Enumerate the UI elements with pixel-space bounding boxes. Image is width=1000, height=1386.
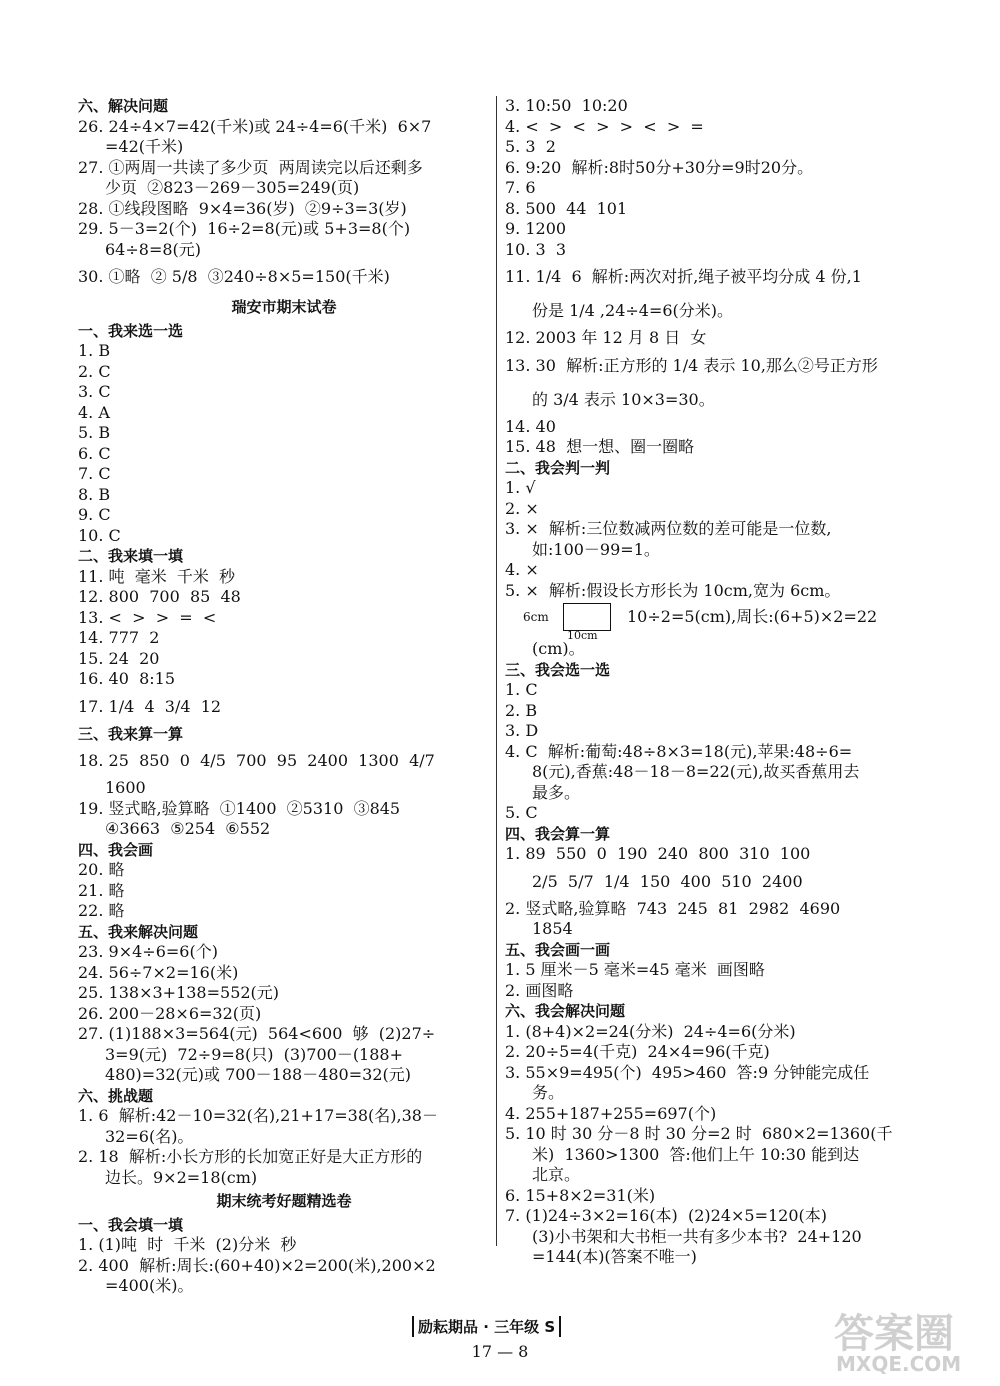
answer-line: 29. 5－3=2(个) 16÷2=8(元)或 5+3=8(个) (78, 219, 411, 238)
answer-line: 3. D (505, 721, 539, 740)
answer-line: 的 3/4 表示 10×3=30。 (532, 389, 715, 409)
answer-line: 1. (1)吨 时 千米 (2)分米 秒 (78, 1235, 297, 1254)
section-heading: 三、我会选一选 (505, 660, 611, 679)
answer-line: 20. 略 (78, 860, 125, 879)
answer-line: 3. × 解析:三位数减两位数的差可能是一位数, (505, 519, 832, 538)
section-heading: 五、我来解决问题 (78, 922, 199, 941)
answer-line: 4. A (78, 402, 110, 422)
answer-line: 22. 略 (78, 901, 125, 920)
answer-line: 9. C (78, 505, 111, 524)
answer-line: 2/5 5/7 1/4 150 400 510 2400 (532, 871, 803, 891)
answer-line: 26. 24÷4×7=42(千米)或 24÷4=6(千米) 6×7 (78, 116, 432, 136)
rectangle-shape (563, 603, 611, 631)
answer-line: (3)小书架和大书柜一共有多少本书? 24+120 (532, 1226, 862, 1246)
watermark (828, 1300, 988, 1378)
answer-line: 2. 画图略 (505, 980, 574, 1000)
answer-line: 1. 6 解析:42－10=32(名),21+17=38(名),38－ (78, 1106, 438, 1125)
page-number: 17 — 8 (471, 1342, 529, 1361)
answer-line: 17. 1/4 4 3/4 12 (78, 696, 222, 716)
answer-line: 3. C (78, 382, 111, 401)
section-heading: 一、我会填一填 (78, 1215, 184, 1234)
answer-line: 少页 ②823－269－305=249(页) (105, 178, 360, 197)
answer-line: 27. (1)188×3=564(元) 564<600 够 (2)27÷ (78, 1024, 436, 1043)
answer-line: 米) 1360>1300 答:他们上午 10:30 能到达 (532, 1144, 860, 1164)
right-column (505, 96, 925, 1268)
answer-line: ④3663 ⑤254 ⑥552 (105, 819, 271, 838)
answer-line: =144(本)(答案不唯一) (532, 1247, 697, 1266)
answer-line: 2. 18 解析:小长方形的长加宽正好是大正方形的 (78, 1147, 423, 1166)
answer-line: 5. × 解析:假设长方形长为 10cm,宽为 6cm。 (505, 580, 841, 600)
answer-line: 4. 255+187+255=697(个) (505, 1103, 717, 1123)
answer-line: 64÷8=8(元) (105, 239, 202, 259)
figure-width-label: 6cm (523, 610, 549, 624)
answer-line: 2. × (505, 498, 539, 518)
answer-line: 最多。 (532, 782, 581, 802)
answer-line: 1600 (105, 778, 146, 797)
answer-line: 13. 30 解析:正方形的 1/4 表示 10,那么②号正方形 (505, 355, 878, 375)
answer-line: =42(千米) (105, 137, 184, 156)
answer-line: 30. ①略 ② 5/8 ③240÷8×5=150(千米) (78, 267, 390, 286)
answer-line: 7. (1)24÷3×2=16(本) (2)24×5=120(本) (505, 1206, 828, 1225)
answer-line: 3. 55×9=495(个) 495>460 答:9 分钟能完成任 (505, 1062, 870, 1082)
rectangle-figure (505, 601, 925, 642)
answer-line: =400(米)。 (105, 1276, 194, 1295)
exam-title: 期末统考好题精选卷 (216, 1192, 352, 1210)
answer-line: 24. 56÷7×2=16(米) (78, 962, 239, 982)
answer-line: 23. 9×4÷6=6(个) (78, 942, 218, 961)
answer-line: 9. 1200 (505, 219, 567, 238)
answer-line: 19. 竖式略,验算略 ①1400 ②5310 ③845 (78, 798, 401, 818)
answer-line: 4. × (505, 560, 539, 579)
answer-line: 份是 1/4 ,24÷4=6(分米)。 (532, 301, 734, 320)
section-heading: 四、我会画 (78, 840, 154, 859)
answer-line: 1. 89 550 0 190 240 800 310 100 (505, 844, 811, 863)
answer-line: 10. C (78, 525, 121, 545)
answer-line: 5. 3 2 (505, 137, 556, 156)
answer-line: 2. B (505, 700, 538, 720)
section-heading: 五、我会画一画 (505, 940, 611, 959)
answer-line: 5. C (505, 803, 538, 822)
answer-line: 18. 25 850 0 4/5 700 95 2400 1300 4/7 (78, 751, 435, 770)
answer-line: 12. 800 700 85 48 (78, 587, 241, 606)
answer-line: 北京。 (532, 1165, 581, 1184)
figure-text: 10÷2=5(cm),周长:(6+5)×2=22 (627, 607, 878, 626)
answer-line: 边长。9×2=18(cm) (105, 1167, 258, 1187)
section-heading: 一、我来选一选 (78, 321, 184, 340)
answer-line: 2. 400 解析:周长:(60+40)×2=200(米),200×2 (78, 1255, 436, 1275)
answer-line: 26. 200－28×6=32(页) (78, 1003, 262, 1023)
answer-line: 28. ①线段图略 9×4=36(岁) ②9÷3=3(岁) (78, 198, 407, 218)
left-column (78, 96, 490, 1297)
answer-line: 8. 500 44 101 (505, 198, 628, 218)
answer-line: 1. (8+4)×2=24(分米) 24÷4=6(分米) (505, 1021, 796, 1041)
answer-line: 16. 40 8:15 (78, 669, 175, 688)
answer-line: 2. 20÷5=4(千克) 24×4=96(千克) (505, 1042, 770, 1061)
answer-line: 13. < > > = < (78, 607, 217, 627)
section-heading: 三、我来算一算 (78, 724, 184, 743)
section-heading: 六、我会解决问题 (505, 1002, 626, 1020)
answer-line: 7. 6 (505, 178, 536, 197)
answer-line: 11. 1/4 6 解析:两次对折,绳子被平均分成 4 份,1 (505, 267, 862, 286)
answer-line: 务。 (532, 1083, 565, 1102)
section-heading: 六、解决问题 (78, 97, 169, 115)
answer-line: (cm)。 (532, 639, 585, 658)
answer-line: 6. 15+8×2=31(米) (505, 1185, 656, 1205)
answer-line: 25. 138×3+138=552(元) (78, 983, 280, 1002)
section-heading: 二、我会判一判 (505, 458, 611, 477)
answer-line: 8(元),香蕉:48－18－8=22(元),故买香蕉用去 (532, 762, 860, 781)
answer-line: 1. B (78, 341, 111, 360)
answer-line: 10. 3 3 (505, 239, 567, 259)
answer-line: 3. 10:50 10:20 (505, 96, 628, 115)
answer-line: 6. 9:20 解析:8时50分+30分=9时20分。 (505, 157, 814, 177)
answer-line: 7. C (78, 464, 111, 483)
answer-line: 2. 竖式略,验算略 743 245 81 2982 4690 (505, 898, 841, 918)
answer-line: 5. B (78, 423, 111, 442)
answer-line: 5. 10 时 30 分－8 时 30 分=2 时 680×2=1360(千 (505, 1124, 893, 1143)
answer-line: 27. ①两周一共读了多少页 两周读完以后还剩多 (78, 157, 423, 177)
exam-title: 瑞安市期末试卷 (231, 298, 337, 316)
answer-line: 480)=32(元)或 700－188－480=32(元) (105, 1065, 411, 1084)
answer-line: 1854 (532, 919, 573, 938)
answer-line: 15. 24 20 (78, 648, 160, 668)
answer-line: 4. C 解析:葡萄:48÷8×3=18(元),苹果:48÷6= (505, 741, 853, 761)
answer-line: 2. C (78, 361, 111, 381)
answer-line: 8. B (78, 484, 111, 504)
answer-line: 1. C (505, 680, 538, 699)
watermark-site: MXQE.COM (836, 1352, 962, 1376)
answer-line: 6. C (78, 443, 111, 463)
answer-line: 32=6(名)。 (105, 1126, 194, 1146)
answer-line: 4. < > < > > < > = (505, 116, 704, 136)
answer-line: 21. 略 (78, 880, 125, 900)
section-heading: 二、我来填一填 (78, 547, 184, 565)
answer-line: 14. 40 (505, 416, 556, 436)
answer-line: 15. 48 想一想、圈一圈略 (505, 437, 695, 456)
answer-line: 1. 5 厘米－5 毫米=45 毫米 画图略 (505, 960, 765, 979)
answer-line: 如:100－99=1。 (532, 539, 660, 559)
answer-line: 3=9(元) 72÷9=8(只) (3)700－(188+ (105, 1044, 404, 1064)
answer-line: 14. 777 2 (78, 628, 160, 647)
column-divider (496, 96, 497, 1246)
section-heading: 四、我会算一算 (505, 824, 611, 843)
figure-length-label: 10cm (567, 629, 598, 642)
section-heading: 六、挑战题 (78, 1086, 154, 1105)
answer-line: 1. √ (505, 478, 536, 497)
answer-line: 12. 2003 年 12 月 8 日 女 (505, 328, 707, 347)
answer-line: 11. 吨 毫米 千米 秒 (78, 566, 236, 586)
watermark-brand: 答案圈 (834, 1311, 954, 1357)
footer-book-title: 励耘期品 · 三年级 S (412, 1316, 561, 1337)
